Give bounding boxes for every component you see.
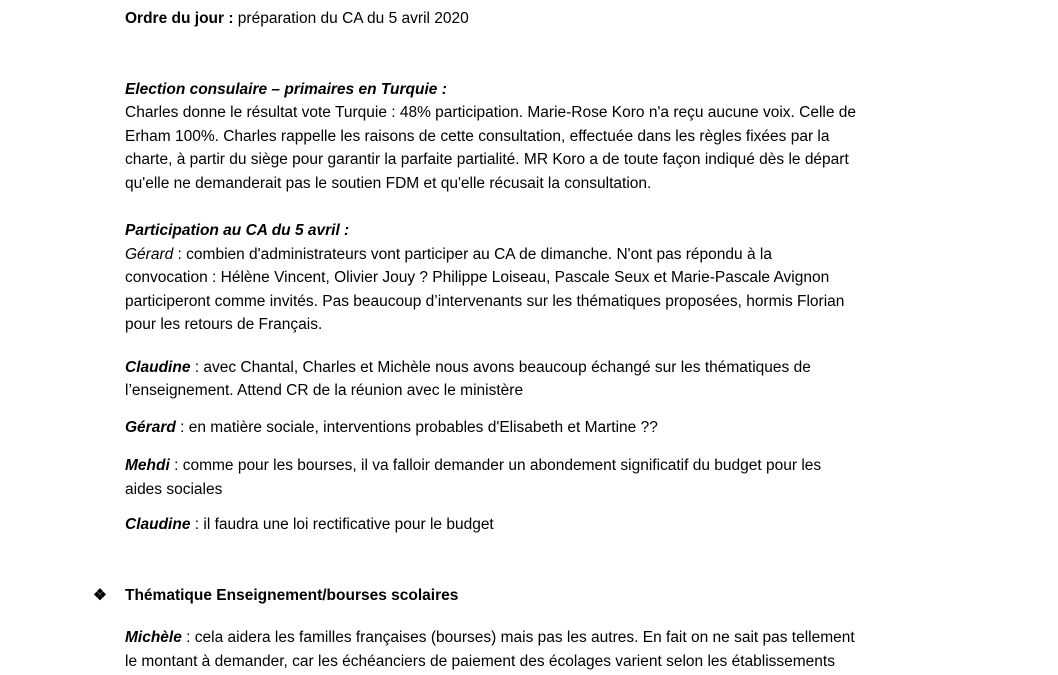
section-heading-election-consulaire: Election consulaire – primaires en Turquie :: [125, 80, 447, 98]
bullet-heading-text: Thématique Enseignement/bourses scolaires: [125, 586, 459, 604]
speaker-name: Mehdi: [125, 457, 170, 474]
speaker-name: Claudine: [125, 516, 191, 533]
paragraph-mehdi: [125, 454, 858, 501]
section-heading-thematique-enseignement: [93, 584, 858, 608]
speaker-name: Michèle: [125, 629, 182, 646]
diamond-bullet-icon: ❖: [93, 586, 107, 604]
speaker-text: : comme pour les bourses, il va falloir demander un abondement significatif du budget pour les aides sociales: [125, 457, 822, 498]
agenda-label: Ordre du jour :: [125, 10, 234, 27]
agenda-text: préparation du CA du 5 avril 2020: [233, 10, 469, 27]
speaker-text: : avec Chantal, Charles et Michèle nous avons beaucoup échangé sur les thématiques de l’enseignement. Attend CR de la réunion avec le ministère: [125, 358, 811, 399]
speaker-text: : en matière sociale, interventions probables d'Elisabeth et Martine ??: [175, 418, 658, 436]
speaker-text: : combien d'administrateurs vont participer au CA de dimanche. N'ont pas répondu à la convocation : Hélène Vincent, Olivier Jouy ? Philippe Loiseau, Pascale Seux et Marie-Pascale Avignon participeront comme invités. Pas beaucoup d’intervenants sur les thématiques proposées, hormis Florian pour les retours de Français.: [125, 245, 845, 333]
section-heading-participation-ca: Participation au CA du 5 avril :: [125, 222, 350, 239]
speaker-name: Claudine: [125, 358, 191, 376]
paragraph-claudine-2: [125, 513, 858, 537]
paragraph-claudine-1: [125, 356, 858, 403]
paragraph-election-results: Charles donne le résultat vote Turquie : 48% participation. Marie-Rose Koro n'a reçu aucune voix. Celle de Erham 100%. Charles rappelle les raisons de cette consultation, effectuée dans les règles fixées par la charte, à partir du siège pour garantir la parfaite partialité. MR Koro a de toute façon indiqué dès le départ qu'elle ne demanderait pas le soutien FDM et qu'elle récusait la consultation.: [125, 104, 856, 192]
paragraph-gerard-1: [125, 243, 858, 337]
paragraph-michele: [125, 626, 858, 673]
paragraph-gerard-2: [125, 416, 858, 440]
speaker-text: : il faudra une loi rectificative pour le budget: [190, 516, 494, 533]
speaker-text: : cela aidera les familles françaises (bourses) mais pas les autres. En fait on ne sait pas tellement le montant à demander, car les échéanciers de paiement des écolages varient selon les établissements: [125, 629, 855, 670]
speaker-name: Gérard: [125, 245, 174, 263]
agenda-line: [125, 7, 858, 31]
speaker-name: Gérard: [125, 418, 176, 436]
